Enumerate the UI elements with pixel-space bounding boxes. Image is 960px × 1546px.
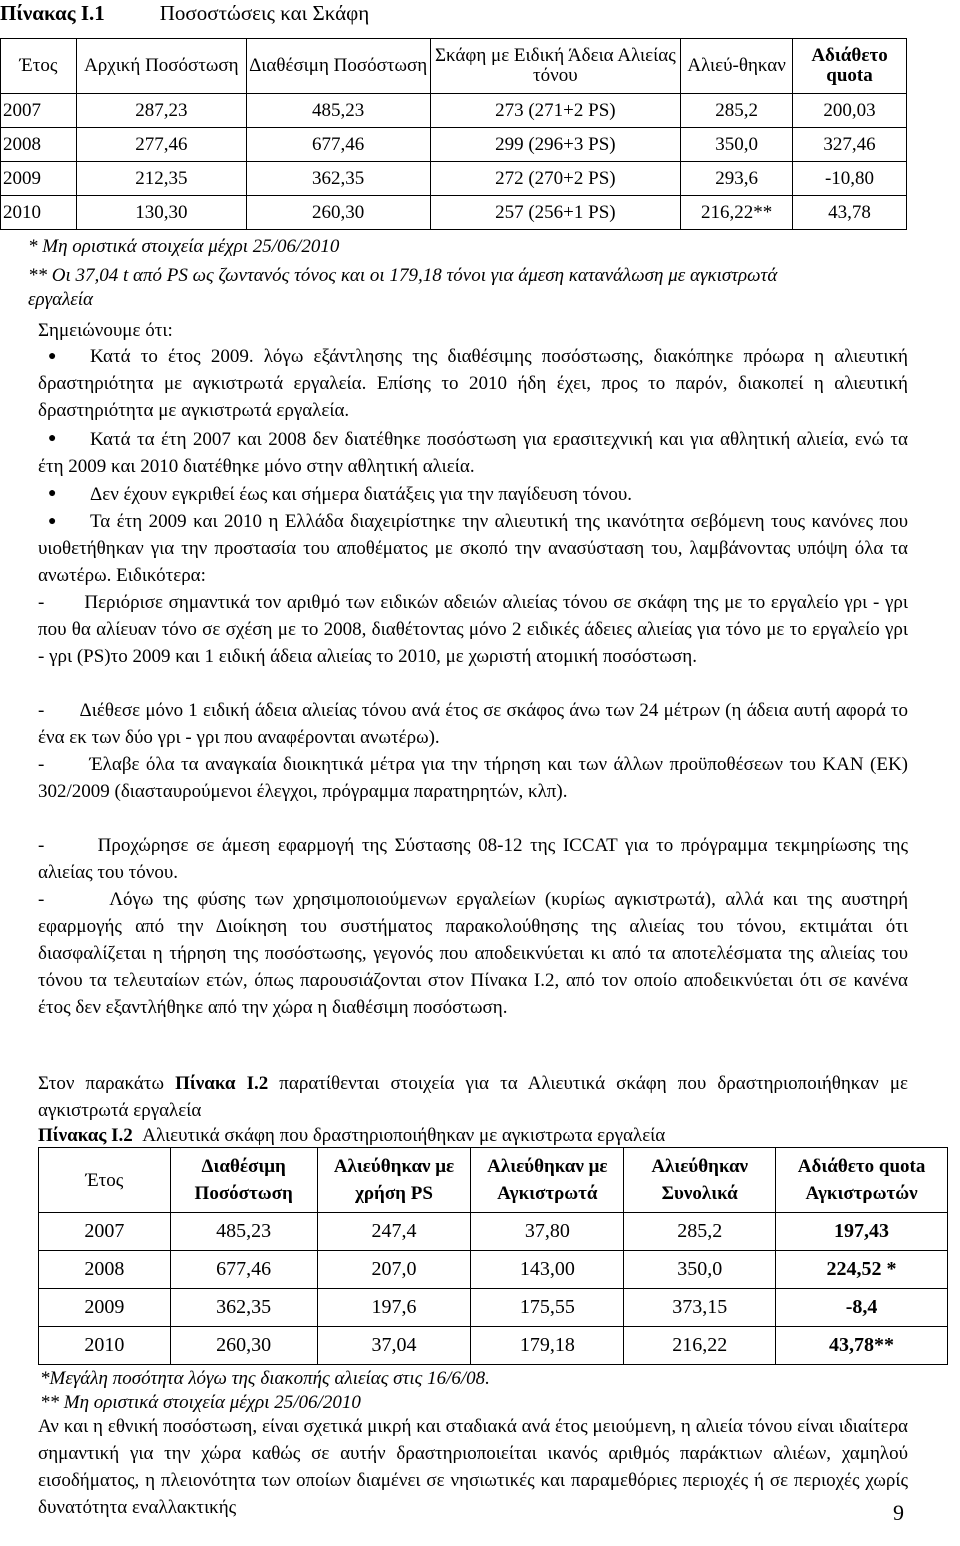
table1-label: Πίνακας Ι.1 — [0, 1, 105, 25]
table-cell: 285,2 — [681, 94, 793, 128]
table-row — [39, 1213, 948, 1251]
table-cell: 197,6 — [317, 1289, 471, 1327]
table-row — [39, 1327, 948, 1365]
dash-paragraph-3: - Έλαβε όλα τα αναγκαία διοικητικά μέτρα για την τήρηση και των άλλων προϋποθέσεων του ΚΑΝ (ΕΚ) 302/2009 (διασταυρούμενοι έλεγχοι, πρόγραμμα παρατηρητών, κλπ). — [38, 754, 913, 802]
bullet-paragraph-3: Δεν έχουν εγκριθεί έως και σήμερα διατάξεις για την παγίδευση τόνου. — [90, 484, 633, 505]
table-cell: 216,22** — [681, 196, 793, 230]
table-cell: 200,03 — [793, 94, 907, 128]
table-header-row — [39, 1148, 948, 1213]
table-cell: 485,23 — [170, 1213, 317, 1251]
table-row — [1, 94, 907, 128]
table-cell: 224,52 * — [776, 1251, 948, 1289]
table-cell: 43,78** — [776, 1327, 948, 1365]
closing-paragraph: Αν και η εθνική ποσόστωση, είναι σχετικά μικρή και σταδιακά ανά έτος μειούμενη, η αλιεία τόνου είναι ιδιαίτερα σημαντική για την χώρα καθώς σε αυτήν δραστηριοποιείται ικανός αριθμός παράκτιων αλιέων, χαμηλού εισοδήματος, η πλειονότητα των οποίων διαμένει σε νησιωτικές και παραμεθόριες περιοχές ή σε περιοχές χωρίς δυνατότητα εναλλακτικής — [38, 1416, 908, 1518]
table-cell: 350,0 — [624, 1251, 776, 1289]
intro-text: Σημειώνουμε ότι: — [38, 320, 173, 341]
table-cell: 197,43 — [776, 1213, 948, 1251]
table-cell: 179,18 — [471, 1327, 624, 1365]
header-unused-quota: Αδιάθετο quota — [793, 39, 907, 94]
table-cell: 2008 — [39, 1251, 171, 1289]
table2-note-1: *Μεγάλη ποσότητα λόγω της διακοπής αλιείας στις 16/6/08. — [40, 1368, 490, 1389]
dash-paragraph-2: - Διέθεσε μόνο 1 ειδική άδεια αλιείας τόνου ανά έτος σε σκάφος άνω των 24 μέτρων (η άδεια αυτή αφορά το ένα εκ των δύο γρι - γρι που αναφέρονται ανωτέρω). — [38, 700, 913, 748]
quota-table — [0, 38, 907, 230]
table2-caption: Αλιευτικά σκάφη που δραστηριοποιήθηκαν με αγκιστρωτα εργαλεία — [142, 1125, 666, 1146]
table-cell: 299 (296+3 PS) — [430, 128, 681, 162]
header-caught: Αλιεύ-θηκαν — [681, 39, 793, 94]
table-cell: 293,6 — [681, 162, 793, 196]
table1-title — [0, 0, 369, 26]
table-cell: 207,0 — [317, 1251, 471, 1289]
header-caught-hooks: Αλιεύθηκαν με Αγκιστρωτά — [471, 1148, 624, 1213]
table-cell: 277,46 — [76, 128, 246, 162]
table-cell: 2009 — [39, 1289, 171, 1327]
table-cell: 327,46 — [793, 128, 907, 162]
table-cell: 2007 — [39, 1213, 171, 1251]
dash-paragraph-1: - Περιόρισε σημαντικά τον αριθμό των ειδικών αδειών αλιείας τόνου σε σκάφη της με το εργαλείο γρι - γρι που θα αλίευαν τόνο σε σχέση με το 2008, διαθέτοντας μόνο 2 ειδικές άδειες αλιείας για τόνο με το εργαλείο γρι - γρι (PS)το 2009 και 1 ειδική άδεια αλιείας το 2010, με χωριστή ατομική ποσόστωση. — [38, 592, 913, 667]
table-row — [39, 1251, 948, 1289]
table-cell: 287,23 — [76, 94, 246, 128]
header-unused-quota-hooks: Αδιάθετο quota Αγκιστρωτών — [776, 1148, 948, 1213]
bullet-icon: ● — [48, 514, 57, 529]
table-cell: 362,35 — [246, 162, 430, 196]
table-cell: -10,80 — [793, 162, 907, 196]
header-initial-quota: Αρχική Ποσόστωση — [76, 39, 246, 94]
bullet-icon: ● — [48, 431, 57, 446]
table-cell: 272 (270+2 PS) — [430, 162, 681, 196]
table-cell: 260,30 — [246, 196, 430, 230]
table-header-row — [1, 39, 907, 94]
table-cell: 362,35 — [170, 1289, 317, 1327]
table-cell: 373,15 — [624, 1289, 776, 1327]
table-cell: 677,46 — [170, 1251, 317, 1289]
bullet-icon: ● — [48, 486, 57, 501]
table-row — [1, 162, 907, 196]
hook-fishing-table — [38, 1147, 948, 1365]
bullet-paragraph-4: Τα έτη 2009 και 2010 η Ελλάδα διαχειρίστηκε την αλιευτική της ικανότητα σεβόμενη τους κανόνες που υιοθετήθηκαν για την προστασία του αποθέματος με σκοπό την ανασύσταση του, λαμβάνοντας υπόψη όλα τα ανωτέρω. Ειδικότερα: — [38, 511, 908, 586]
header-caught-ps: Αλιεύθηκαν με χρήση PS — [317, 1148, 471, 1213]
table-cell: 2010 — [39, 1327, 171, 1365]
table2-intro-pre: Στον παρακάτω — [38, 1073, 176, 1094]
bullet-paragraph-1: Κατά το έτος 2009. λόγω εξάντλησης της διαθέσιμης ποσόστωσης, διακόπηκε πρόωρα η αλιευτική δραστηριότητα με αγκιστρωτά εργαλεία. Επίσης το 2010 ήδη έχει, προς το παρόν, διακοπεί η αλιευτική δραστηριότητα με αγκιστρωτά εργαλεία. — [38, 346, 908, 421]
table-cell: 37,80 — [471, 1213, 624, 1251]
table1-note-2: ** Οι 37,04 t από PS ως ζωντανός τόνος και οι 179,18 τόνοι για άμεση κατανάλωση με αγκιστρωτά εργαλεία — [28, 265, 778, 310]
table-cell: 2007 — [1, 94, 77, 128]
table-cell: 130,30 — [76, 196, 246, 230]
bullet-paragraph-2: Κατά τα έτη 2007 και 2008 δεν διατέθηκε ποσόστωση για ερασιτεχνική και για αθλητική αλιεία, ενώ τα έτη 2009 και 2010 διατέθηκε μόνο στην αθλητική αλιεία. — [38, 429, 908, 477]
table-cell: 212,35 — [76, 162, 246, 196]
table-cell: 175,55 — [471, 1289, 624, 1327]
table-cell: 260,30 — [170, 1327, 317, 1365]
page-number: 9 — [893, 1500, 904, 1525]
table-cell: 143,00 — [471, 1251, 624, 1289]
header-caught-total: Αλιεύθηκαν Συνολικά — [624, 1148, 776, 1213]
table-cell: 273 (271+2 PS) — [430, 94, 681, 128]
table2-note-2: ** Μη οριστικά στοιχεία μέχρι 25/06/2010 — [40, 1392, 361, 1413]
table2-label: Πίνακας Ι.2 — [38, 1125, 133, 1146]
table-cell: 2010 — [1, 196, 77, 230]
table-cell: 350,0 — [681, 128, 793, 162]
table-cell: 2008 — [1, 128, 77, 162]
table-cell: -8,4 — [776, 1289, 948, 1327]
table-cell: 43,78 — [793, 196, 907, 230]
table2-intro-post: παρατίθενται στοιχεία για τα Αλιευτικά σκάφη που δραστηριοποιήθηκαν με αγκιστρωτά εργαλεία — [38, 1073, 908, 1121]
table-cell: 677,46 — [246, 128, 430, 162]
table2-intro — [38, 1070, 908, 1124]
table-row — [39, 1289, 948, 1327]
table-cell: 37,04 — [317, 1327, 471, 1365]
bullet-icon: ● — [48, 349, 57, 364]
dash-paragraph-5: - Λόγω της φύσης των χρησιμοποιούμενων εργαλείων (κυρίως αγκιστρωτά), αλλά και της αυστηρή εφαρμογής από την Διοίκηση του συστήματος παρακολούθησης της αλιείας του τόνου, εκτιμάται ότι διασφαλίζεται η τήρηση της ποσόστωσης, γεγονός που αποδεικνύεται κι από τα αποτελέσματα της αλιείας του τόνου τα τελευταίων ετών, όπως παρουσιάζονται στον Πίνακα Ι.2, από τον οποίο αποδεικνύεται ότι σε κανένα έτος δεν εξαντλήθηκε από την χώρα η διαθέσιμη ποσόστωση. — [38, 889, 913, 1018]
header-vessels: Σκάφη με Ειδική Άδεια Αλιείας τόνου — [430, 39, 681, 94]
table-cell: 247,4 — [317, 1213, 471, 1251]
table2-intro-bold: Πίνακα Ι.2 — [175, 1073, 269, 1094]
header-available-quota: Διαθέσιμη Ποσόστωση — [246, 39, 430, 94]
header-year: Έτος — [39, 1148, 171, 1213]
table-cell: 285,2 — [624, 1213, 776, 1251]
table-cell: 485,23 — [246, 94, 430, 128]
table-cell: 2009 — [1, 162, 77, 196]
table1-note-1: * Μη οριστικά στοιχεία μέχρι 25/06/2010 — [28, 236, 340, 257]
table-cell: 257 (256+1 PS) — [430, 196, 681, 230]
table2-title — [38, 1124, 665, 1148]
header-year: Έτος — [1, 39, 77, 94]
dash-paragraph-4: - Προχώρησε σε άμεση εφαρμογή της Σύστασης 08-12 της ICCAT για το πρόγραμμα τεκμηρίωσης της αλιείας του τόνου. — [38, 835, 913, 883]
table-cell: 216,22 — [624, 1327, 776, 1365]
header-available-quota: Διαθέσιμη Ποσόστωση — [170, 1148, 317, 1213]
table1-caption: Ποσοστώσεις και Σκάφη — [159, 1, 370, 25]
table-row — [1, 128, 907, 162]
table-row — [1, 196, 907, 230]
